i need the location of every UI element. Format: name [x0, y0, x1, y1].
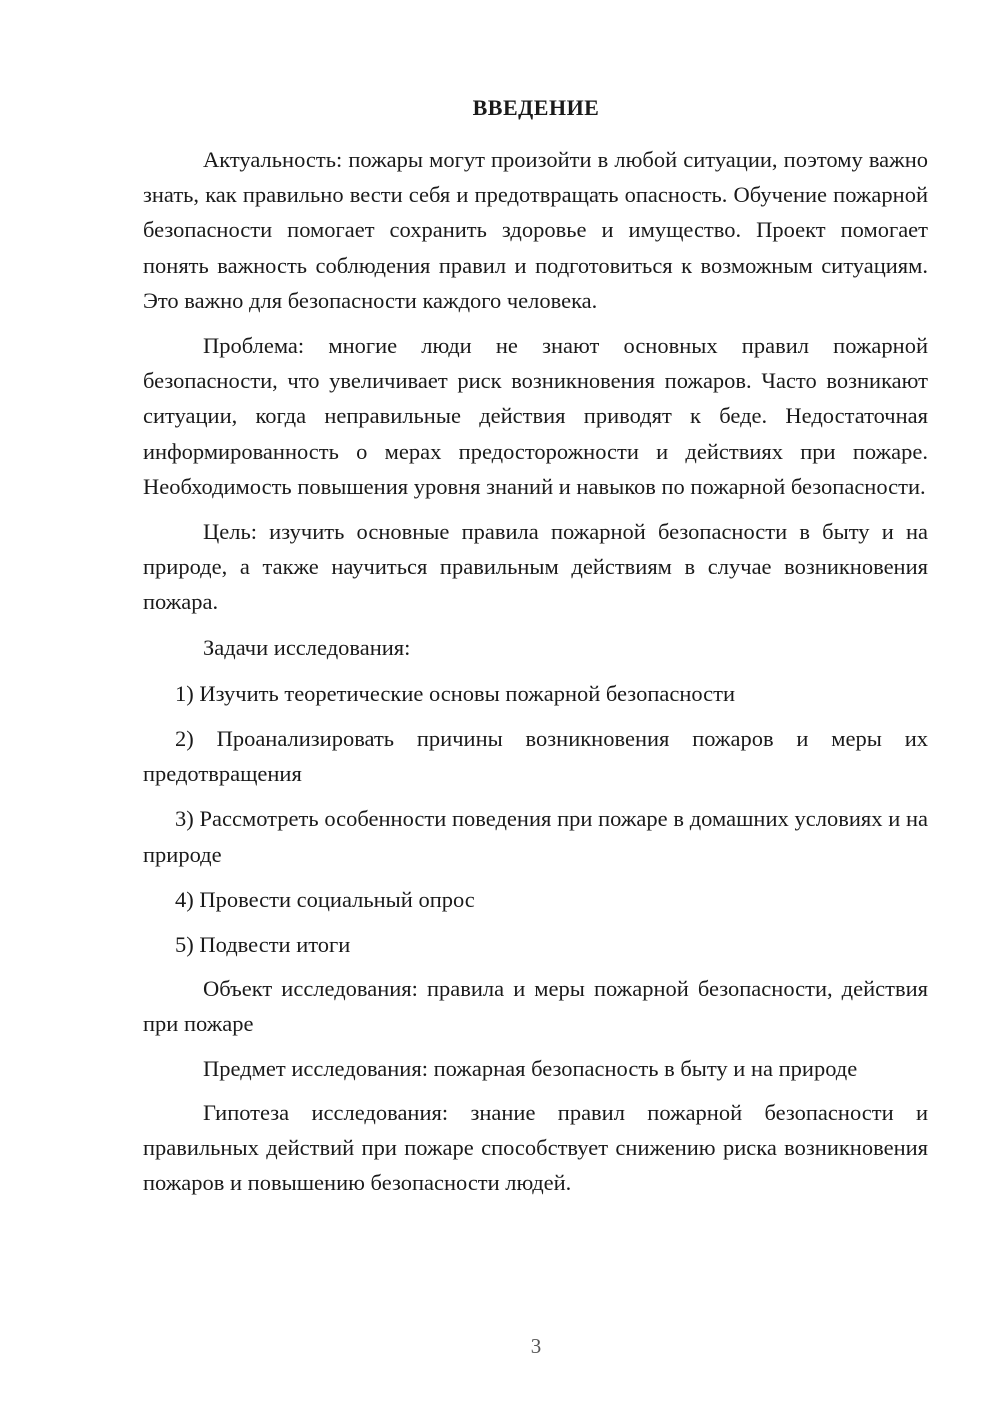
paragraph-problem: Проблема: многие люди не знают основных правил пожарной безопасности, что увеличивает риск возникновения пожаров. Часто возникают ситуации, когда неправильные действия приводят к беде. Недостаточная информированность о мерах предосторожности и действиях при пожаре. Необходимость повышения уровня знаний и навыков по пожарной безопасности.	[143, 333, 928, 499]
list-item: 3) Рассмотреть особенности поведения при пожаре в домашних условиях и на природе	[143, 806, 928, 867]
list-item: 5) Подвести итоги	[175, 932, 351, 958]
tasks-list	[143, 676, 928, 962]
paragraph-hypothesis: Гипотеза исследования: знание правил пожарной безопасности и правильных действий при пожаре способствует снижению риска возникновения пожаров и повышению безопасности людей.	[143, 1099, 928, 1196]
paragraph-goal: Цель: изучить основные правила пожарной безопасности в быту и на природе, а также научиться правильным действиям в случае возникновения пожара.	[143, 519, 928, 615]
tasks-title: Задачи исследования:	[203, 634, 411, 660]
page-title: ВВЕДЕНИЕ	[472, 95, 600, 120]
document-body	[143, 142, 928, 1200]
paragraph-subject: Предмет исследования: пожарная безопасность в быту и на природе	[203, 1055, 858, 1081]
list-item: 1) Изучить теоретические основы пожарной безопасности	[175, 680, 736, 706]
list-item: 2) Проанализировать причины возникновения пожаров и меры их предотвращения	[143, 726, 928, 787]
paragraph-relevance: Актуальность: пожары могут произойти в любой ситуации, поэтому важно знать, как правильно вести себя и предотвращать опасность. Обучение пожарной безопасности помогает сохранить здоровье и имущество. Проект помогает понять важность соблюдения правил и подготовиться к возможным ситуациям. Это важно для безопасности каждого человека.	[143, 147, 928, 313]
page-number: 3	[530, 1334, 542, 1358]
list-item: 4) Провести социальный опрос	[175, 886, 475, 912]
paragraph-object: Объект исследования: правила и меры пожарной безопасности, действия при пожаре	[143, 976, 928, 1037]
